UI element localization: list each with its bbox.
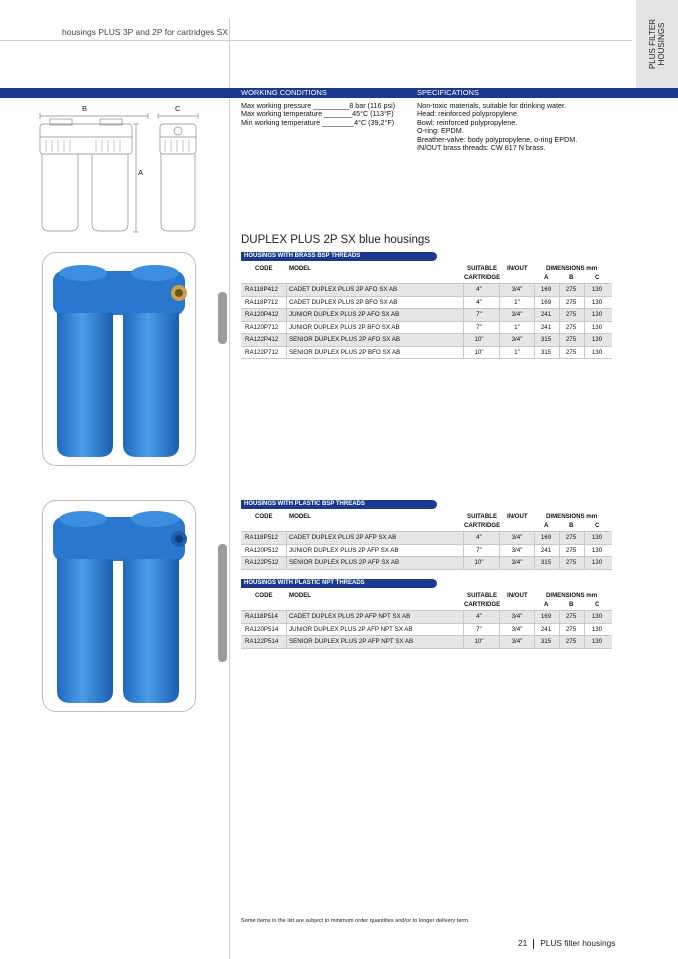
cell-code: RA122P712: [245, 348, 279, 356]
spec-line: Head: reinforced polypropylene.: [417, 109, 519, 119]
cell-a: 315: [540, 638, 552, 645]
col-a: A: [544, 601, 549, 608]
spec-line: IN/OUT brass threads: CW 617 N brass.: [417, 143, 546, 153]
table-heading: HOUSINGS WITH BRASS BSP THREADS: [241, 252, 437, 261]
cell-io: 3/4": [511, 286, 523, 293]
cell-cart: 4": [476, 613, 482, 620]
dimension-label-a: A: [138, 168, 144, 177]
col-c: C: [595, 522, 600, 529]
cell-a: 241: [540, 311, 552, 318]
col-cartridge: CARTRIDGE: [464, 601, 501, 608]
table-row: [241, 322, 612, 335]
table-row: [241, 309, 612, 322]
cell-cart: 7": [476, 323, 482, 331]
cell-code: RA118P514: [245, 613, 278, 620]
cell-code: RA120P514: [245, 625, 279, 633]
table-row: [241, 545, 612, 558]
table-row: [241, 636, 612, 649]
footnote: Some items in the list are subject to minimum order quantities and/or to longer delivery term.: [241, 918, 470, 924]
gray-side-marker: [218, 544, 227, 662]
cell-c: 130: [591, 323, 603, 331]
cell-cart: 7": [476, 625, 482, 633]
cell-model: JUNIOR DUPLEX PLUS 2P AFP SX AB: [289, 546, 399, 554]
col-a: A: [544, 522, 549, 529]
col-code: CODE: [255, 265, 273, 272]
cell-model: SENIOR DUPLEX PLUS 2P AFP NPT SX AB: [289, 638, 414, 645]
cell-code: RA122P412: [245, 336, 279, 343]
table-row: [241, 284, 612, 297]
cell-a: 315: [540, 559, 552, 566]
table-plastic-bsp: [241, 500, 612, 570]
col-b: B: [569, 601, 574, 608]
cell-b: 275: [565, 323, 577, 331]
table-column-headers: [241, 509, 612, 531]
table-row: [241, 557, 612, 570]
cell-b: 275: [565, 625, 577, 633]
cell-c: 130: [591, 613, 603, 620]
specifications-list: [417, 102, 577, 152]
cell-b: 275: [565, 311, 577, 318]
col-b: B: [569, 522, 574, 529]
cell-io: 3/4": [511, 546, 523, 554]
cell-a: 169: [540, 298, 552, 306]
condition-line: Max working pressure _________8 bar (116 psi): [241, 101, 396, 110]
table-plastic-npt: [241, 579, 612, 649]
cell-b: 275: [565, 534, 577, 541]
gray-side-marker: [218, 292, 227, 344]
dimension-label-b: B: [82, 104, 88, 113]
col-cartridge: CARTRIDGE: [464, 522, 501, 529]
cell-cart: 10": [474, 336, 484, 343]
cell-code: RA120P712: [245, 323, 279, 331]
cell-cart: 10": [474, 348, 484, 356]
table-heading: HOUSINGS WITH PLASTIC NPT THREADS: [241, 579, 437, 588]
section-title: DUPLEX PLUS 2P SX blue housings: [241, 234, 431, 246]
dimension-diagram: [30, 104, 210, 236]
cell-c: 130: [591, 534, 603, 541]
table-row: [241, 297, 612, 310]
cell-io: 3/4": [511, 534, 523, 541]
footer-divider: [533, 939, 534, 949]
product-photo-plastic: [42, 500, 196, 712]
spec-line: Bowl: reinforced polypropylene.: [417, 117, 518, 127]
cell-c: 130: [591, 546, 603, 554]
cell-b: 275: [565, 336, 577, 343]
cell-a: 241: [540, 546, 552, 554]
cell-c: 130: [591, 298, 603, 306]
cell-io: 3/4": [511, 625, 523, 633]
cell-model: SENIOR DUPLEX PLUS 2P AFO SX AB: [289, 336, 400, 343]
cell-model: SENIOR DUPLEX PLUS 2P AFP SX AB: [289, 559, 400, 566]
table-body: [241, 532, 612, 570]
cell-a: 169: [540, 613, 552, 620]
cell-model: JUNIOR DUPLEX PLUS 2P AFP NPT SX AB: [289, 625, 413, 633]
cell-b: 275: [565, 546, 577, 554]
duplex-housing-image: [43, 253, 195, 465]
col-suitable: SUITABLE: [467, 592, 498, 599]
col-model: MODEL: [289, 592, 312, 599]
cell-io: 3/4": [511, 336, 523, 343]
cell-c: 130: [591, 348, 603, 356]
running-title: housings PLUS 3P and 2P for cartridges SX: [62, 27, 229, 37]
col-inout: IN/OUT: [507, 592, 528, 599]
cell-cart: 10": [474, 559, 484, 566]
cell-code: RA118P512: [245, 534, 278, 541]
footer-section: PLUS filter housings: [540, 938, 616, 948]
cell-b: 275: [565, 613, 577, 620]
dimension-label-c: C: [175, 104, 181, 113]
cell-cart: 10": [474, 638, 484, 645]
page-number: 21: [518, 938, 528, 948]
cell-b: 275: [565, 559, 577, 566]
cell-b: 275: [565, 348, 577, 356]
cell-b: 275: [565, 298, 577, 306]
cell-io: 3/4": [511, 638, 523, 645]
col-dimensions: DIMENSIONS mm: [546, 513, 598, 520]
cell-c: 130: [591, 638, 603, 645]
cell-cart: 4": [476, 286, 482, 293]
col-a: A: [544, 274, 549, 281]
cell-b: 275: [565, 286, 577, 293]
page-footer: [518, 938, 615, 949]
cell-io: 3/4": [511, 559, 523, 566]
header-rule: [0, 40, 632, 41]
col-b: B: [569, 274, 574, 281]
cell-code: RA122P512: [245, 559, 279, 566]
spec-line: O-ring: EPDM.: [417, 126, 464, 136]
cell-cart: 4": [476, 534, 482, 541]
cell-code: RA122P514: [245, 638, 279, 645]
cell-io: 1": [514, 298, 520, 306]
cell-c: 130: [591, 286, 603, 293]
cell-model: JUNIOR DUPLEX PLUS 2P BFO SX AB: [289, 323, 400, 331]
table-body: [241, 611, 612, 649]
table-row: [241, 611, 612, 624]
col-dimensions: DIMENSIONS mm: [546, 592, 598, 599]
col-cartridge: CARTRIDGE: [464, 274, 501, 281]
column-divider: [229, 18, 230, 959]
table-row: [241, 624, 612, 637]
spec-line: Breather-valve: body polypropylene, o-ring EPDM.: [417, 134, 578, 144]
cell-c: 130: [591, 311, 603, 318]
cell-a: 169: [540, 534, 552, 541]
col-c: C: [595, 601, 600, 608]
table-row: [241, 532, 612, 545]
condition-line: Min working temperature ________4°C (39,2°F): [241, 117, 395, 127]
col-inout: IN/OUT: [507, 513, 528, 520]
working-conditions-heading: WORKING CONDITIONS: [241, 88, 327, 97]
product-photo-brass: [42, 252, 196, 466]
col-suitable: SUITABLE: [467, 513, 498, 520]
conditions-band: [0, 88, 678, 98]
table-row: [241, 347, 612, 360]
cell-a: 241: [540, 625, 552, 633]
col-model: MODEL: [289, 513, 312, 520]
col-suitable: SUITABLE: [467, 265, 498, 272]
cell-io: 3/4": [511, 613, 523, 620]
duplex-housing-image: [43, 501, 195, 711]
col-inout: IN/OUT: [507, 265, 528, 272]
cell-c: 130: [591, 336, 603, 343]
cell-model: JUNIOR DUPLEX PLUS 2P AFO SX AB: [289, 311, 400, 318]
cell-a: 315: [540, 336, 552, 343]
col-c: C: [595, 274, 600, 281]
working-conditions-list: [241, 102, 395, 127]
cell-model: SENIOR DUPLEX PLUS 2P BFO SX AB: [289, 348, 401, 356]
cell-a: 241: [540, 323, 552, 331]
cell-io: 1": [514, 348, 520, 356]
section-side-tab: [636, 0, 678, 88]
cell-a: 315: [540, 348, 552, 356]
cell-cart: 7": [476, 546, 482, 554]
side-tab-line-2: HOUSINGS: [657, 22, 666, 66]
table-column-headers: [241, 261, 612, 283]
side-tab-line-1: PLUS FILTER: [648, 18, 657, 70]
cell-c: 130: [591, 625, 603, 633]
table-column-headers: [241, 588, 612, 610]
cell-c: 130: [591, 559, 603, 566]
cell-cart: 4": [476, 298, 482, 306]
cell-model: CADET DUPLEX PLUS 2P BFO SX AB: [289, 298, 398, 306]
cell-model: CADET DUPLEX PLUS 2P AFP NPT SX AB: [289, 613, 411, 620]
col-model: MODEL: [289, 265, 312, 272]
cell-code: RA120P512: [245, 546, 279, 554]
col-code: CODE: [255, 592, 273, 599]
table-heading: HOUSINGS WITH PLASTIC BSP THREADS: [241, 500, 437, 509]
cell-code: RA118P712: [245, 298, 278, 306]
table-row: [241, 334, 612, 347]
col-code: CODE: [255, 513, 273, 520]
cell-io: 1": [514, 323, 520, 331]
cell-a: 169: [540, 286, 552, 293]
cell-model: CADET DUPLEX PLUS 2P AFO SX AB: [289, 286, 398, 293]
col-dimensions: DIMENSIONS mm: [546, 265, 598, 272]
cell-io: 3/4": [511, 311, 523, 318]
cell-b: 275: [565, 638, 577, 645]
condition-line: Max working temperature _______45°C (113°F): [241, 109, 394, 119]
cell-model: CADET DUPLEX PLUS 2P AFP SX AB: [289, 534, 397, 541]
specifications-heading: SPECIFICATIONS: [417, 88, 479, 97]
cell-code: RA118P412: [245, 286, 278, 293]
cell-code: RA120P412: [245, 311, 279, 318]
table-brass-bsp: [241, 252, 612, 359]
spec-line: Non-toxic materials, suitable for drinking water.: [417, 101, 567, 110]
table-body: [241, 284, 612, 359]
cell-cart: 7": [476, 311, 482, 318]
